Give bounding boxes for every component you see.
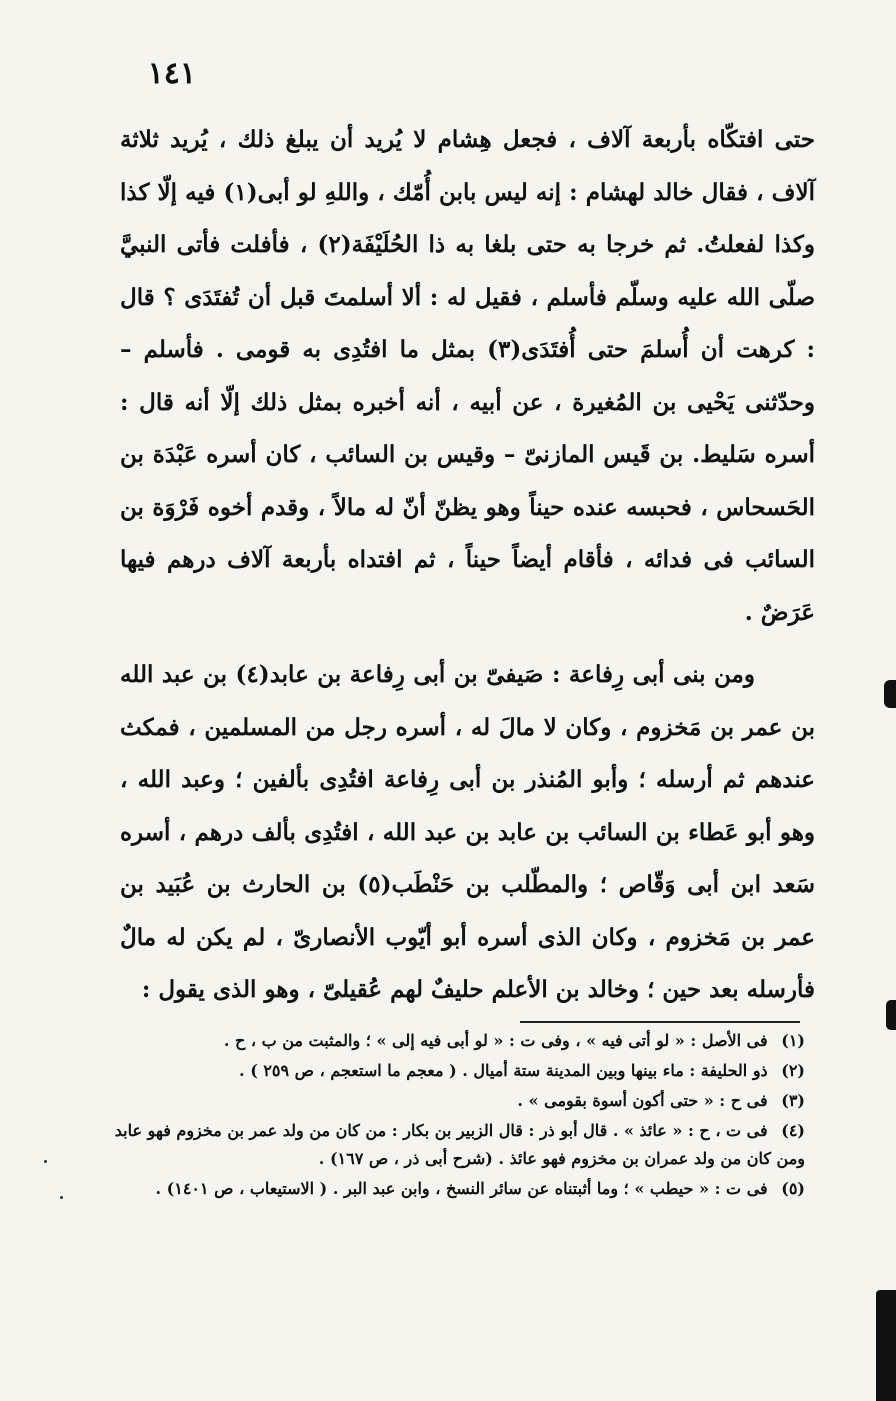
footnote-number: (٥) xyxy=(781,1179,805,1198)
scan-speck xyxy=(60,1196,63,1199)
footnote-4 xyxy=(105,1117,805,1173)
footnote-number: (٤) xyxy=(781,1121,805,1140)
footnote-text: ذو الحليفة : ماء بينها وبين المدينة ستة أميال . ( معجم ما استعجم ، ص ٢٥٩ ) . xyxy=(239,1061,768,1080)
footnote-number: (٢) xyxy=(781,1061,805,1080)
footnote-text: فى ت ، ح : « عائذ » . قال أبو ذر : قال الزبير بن بكار : من كان من ولد عمر بن مخزوم فهو عابد ومن كان من ولد عمران بن مخزوم فهو عائذ . (شرح أبى ذر ، ص ١٦٧) . xyxy=(114,1121,805,1168)
scan-edge-mark xyxy=(884,680,896,708)
footnote-text: فى ت : « حيطب » ؛ وما أثبتناه عن سائر النسخ ، وابن عبد البر . ( الاستيعاب ، ص ١٤٠١) . xyxy=(155,1179,768,1198)
scan-edge-mark xyxy=(876,1290,896,1401)
page-number: ١٤١ xyxy=(147,56,196,91)
footnote-text: فى ح : « حتى أكون أسوة بقومى » . xyxy=(517,1091,768,1110)
main-text xyxy=(120,114,815,1017)
footnote-separator xyxy=(520,1021,800,1023)
footnote-5 xyxy=(105,1175,805,1203)
footnote-3 xyxy=(105,1087,805,1115)
scan-edge-mark xyxy=(886,1000,896,1030)
footnote-1 xyxy=(105,1027,805,1055)
footnotes xyxy=(105,1027,805,1205)
footnote-text: فى الأصل : « لو أتى فيه » ، وفى ت : « لو أبى فيه إلى » ؛ والمثبت من ب ، ح . xyxy=(223,1031,768,1050)
footnote-number: (١) xyxy=(781,1031,805,1050)
paragraph-1: حتى افتكّاه بأربعة آلاف ، فجعل هِشام لا يُريد أن يبلغ ذلك ، يُريد ثلاثة آلاف ، فقال خالد لهشام : إنه ليس بابن أُمّك ، واللهِ لو أبى(١) فيه إلّا كذا وكذا لفعلتُ. ثم خرجا به حتى بلغا به ذا الحُلَيْفَة(٢) ، فأفلت فأتى النبيَّ صلّى الله عليه وسلّم فأسلم ، فقيل له : ألا أسلمتَ قبل أن تُفتَدَى ؟ قال : كرهت أن أُسلمَ حتى أُفتَدَى(٣) بمثل ما افتُدِى به قومى . فأسلم – وحدّثنى يَحْيى بن المُغيرة ، عن أبيه ، أنه أخبره بمثل ذلك إلّا أنه قال : أسره سَليط. بن قَيس المازنىّ – وقيس بن السائب ، كان أسره عَبْدَة بن الحَسحاس ، فحبسه عنده حيناً وهو يظنّ أنّ له مالاً ، وقدم أخوه فَرْوَة بن السائب فى فدائه ، فأقام أيضاً حيناً ، ثم افتداه بأربعة آلاف درهم فيها عَرَضٌ . xyxy=(120,126,816,626)
footnote-number: (٣) xyxy=(781,1091,805,1110)
scan-speck xyxy=(44,1160,47,1163)
footnote-2 xyxy=(105,1057,805,1085)
paragraph-2: ومن بنى أبى رِفاعة : صَيفىّ بن أبى رِفاعة بن عابد(٤) بن عبد الله بن عمر بن مَخزوم ، وكان لا مالَ له ، أسره رجل من المسلمين ، فمكث عندهم ثم أرسله ؛ وأبو المُنذر بن أبى رِفاعة افتُدِى بألفين ؛ وعبد الله ، وهو أبو عَطاء بن السائب بن عابد بن عبد الله ، افتُدِى بألف درهم ، أسره سَعد ابن أبى وَقّاص ؛ والمطّلب بن حَنْطَب(٥) بن الحارث بن عُبَيد بن عمر بن مَخزوم ، وكان الذى أسره أبو أيّوب الأنصارىّ ، لم يكن له مالٌ فأرسله بعد حين ؛ وخالد بن الأعلم حليفٌ لهم عُقيلىّ ، وهو الذى يقول : xyxy=(120,661,816,1003)
